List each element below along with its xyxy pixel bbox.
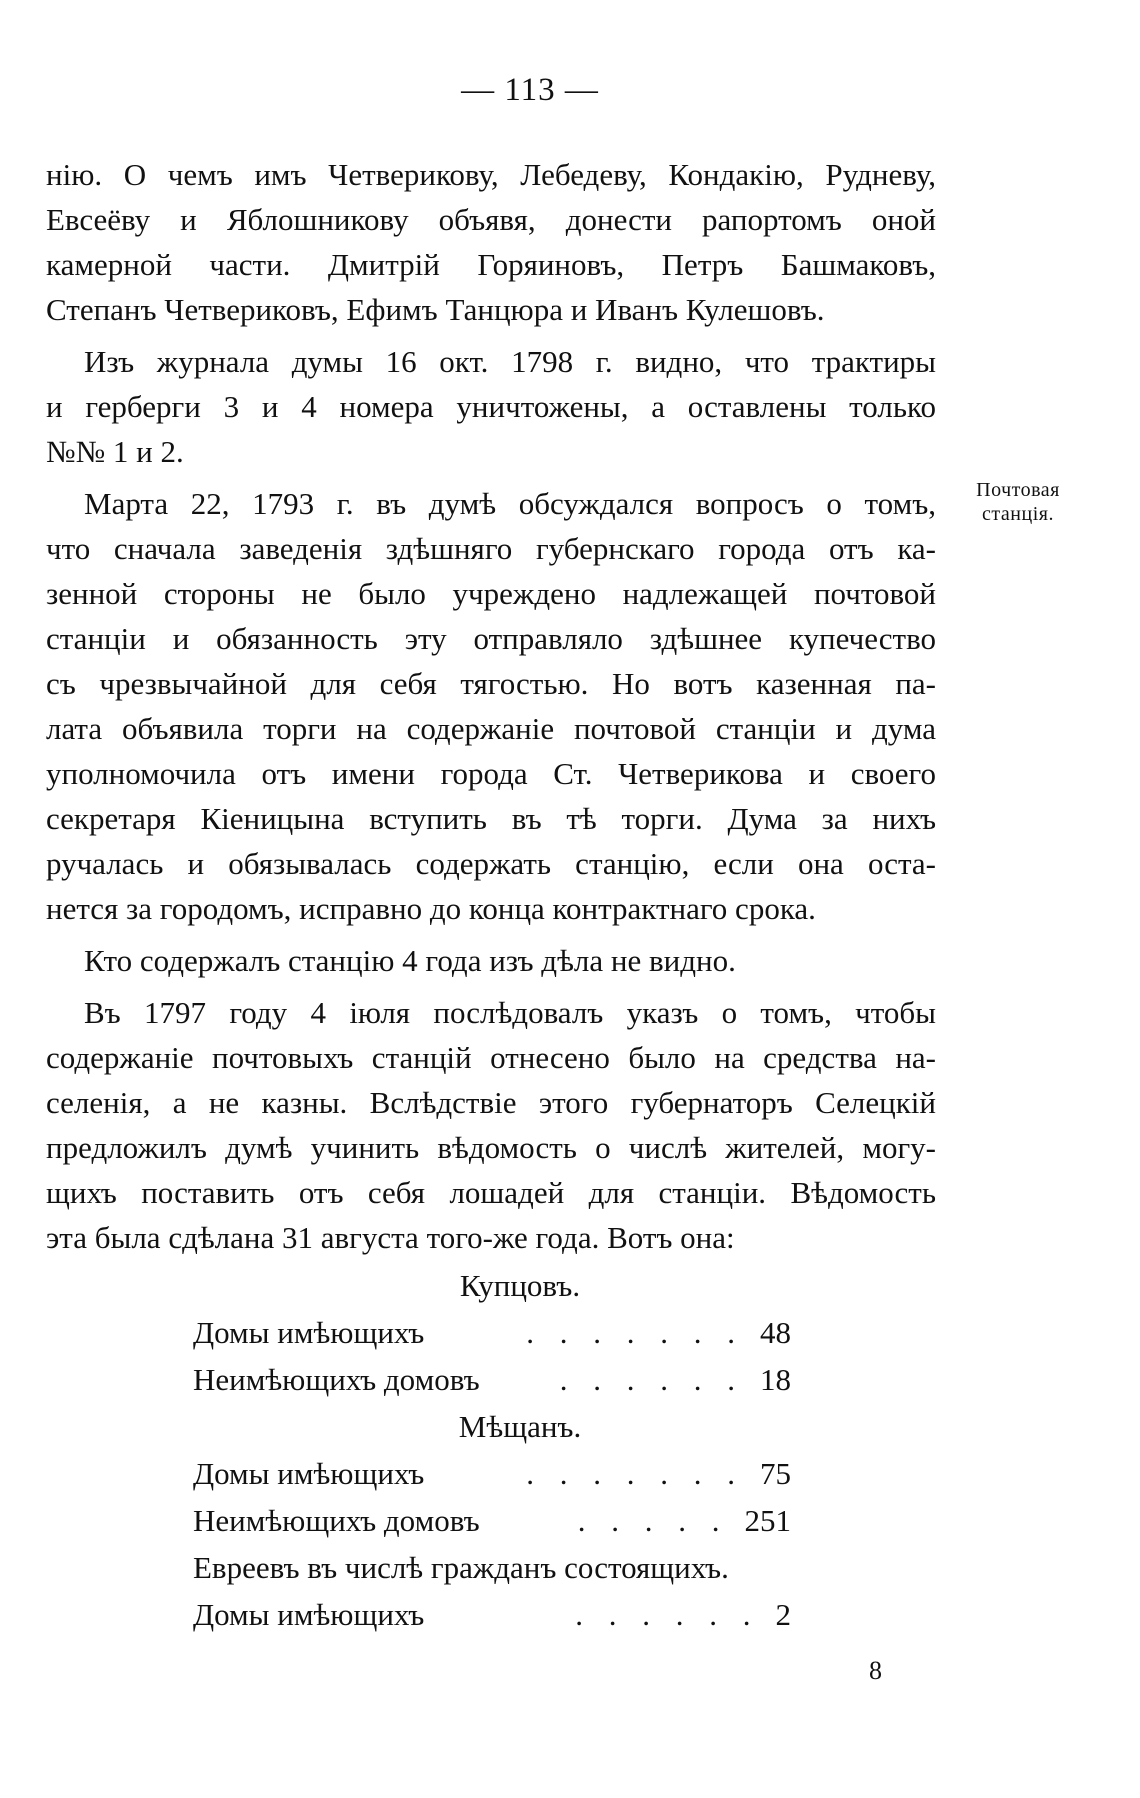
text-line: селенія, а не казны. Вслѣдствіе этого губернаторъ Селецкій [46, 1085, 936, 1120]
statement-list [0, 1262, 1140, 1638]
text-line: уполномочила отъ имени города Ст. Четверикова и своего [46, 756, 936, 791]
dot-leader: . . . . . . . [526, 1456, 744, 1491]
row-value: 251 [744, 1503, 791, 1538]
text-line: станціи и обязанность эту отправляло здѣшнее купечество [46, 621, 936, 656]
text-line: эта была сдѣлана 31 августа того-же года. Вотъ она: [46, 1220, 735, 1255]
text-line: секретаря Кіеницына вступить въ тѣ торги. Дума за нихъ [46, 801, 936, 836]
row-value: 75 [760, 1456, 791, 1491]
page-number: — 113 — [461, 72, 599, 108]
text-line: лата объявила торги на содержаніе почтовой станціи и дума [46, 711, 936, 746]
text-line: Марта 22, 1793 г. въ думѣ обсуждался вопросъ о томъ, [84, 486, 936, 521]
text-line: съ чрезвычайной для себя тягостью. Но вотъ казенная па- [46, 666, 936, 701]
paragraph-taverns [46, 339, 936, 474]
text-line: и герберги 3 и 4 номера уничтожены, а оставлены только [46, 389, 936, 424]
text-line: ручалась и обязывалась содержать станцію, если она оста- [46, 846, 936, 881]
text-line: Степанъ Четвериковъ, Ефимъ Танцюра и Иванъ Кулешовъ. [46, 292, 825, 327]
dot-leader: . . . . . . [575, 1597, 760, 1632]
list-heading-merchants: Купцовъ. [459, 1268, 581, 1303]
paragraph-post-station [46, 481, 936, 931]
margin-note [958, 478, 1078, 526]
row-label: Домы имѣющихъ [193, 1315, 425, 1350]
text-line: предложилъ думѣ учинить вѣдомость о числѣ жителей, могу- [46, 1130, 936, 1165]
text-line: Кто содержалъ станцію 4 года изъ дѣла не видно. [84, 943, 736, 978]
list-row [193, 1591, 791, 1638]
body-text [46, 152, 936, 1260]
text-line: камерной части. Дмитрій Горяиновъ, Петръ Башмаковъ, [46, 247, 936, 282]
dot-leader: . . . . . . [559, 1362, 744, 1397]
text-line: что сначала заведенія здѣшняго губернскаго города отъ ка- [46, 531, 936, 566]
row-label: Домы имѣющихъ [193, 1456, 425, 1491]
text-line: нію. О чемъ имъ Четверикову, Лебедеву, Кондакію, Рудневу, [46, 157, 936, 192]
text-line: Евсеёву и Яблошникову объявя, донести рапортомъ оной [46, 202, 936, 237]
list-note-jews: Евреевъ въ числѣ гражданъ состоящихъ. [193, 1550, 729, 1585]
text-line: нется за городомъ, исправно до конца контрактнаго срока. [46, 891, 816, 926]
row-label: Домы имѣющихъ [193, 1597, 425, 1632]
row-label: Неимѣющихъ домовъ [193, 1362, 480, 1397]
list-row [193, 1450, 791, 1497]
row-value: 48 [760, 1315, 791, 1350]
row-value: 18 [760, 1362, 791, 1397]
text-line: щихъ поставить отъ себя лошадей для станціи. Вѣдомость [46, 1175, 936, 1210]
dot-leader: . . . . . [577, 1503, 729, 1538]
margin-note-line: станція. [982, 503, 1054, 525]
margin-note-line: Почтовая [976, 479, 1060, 501]
paragraph-decree [46, 990, 936, 1260]
text-line: содержаніе почтовыхъ станцій отнесено было на средства на- [46, 1040, 936, 1075]
text-line: зенной стороны не было учреждено надлежащей почтовой [46, 576, 936, 611]
paragraph-continuation [46, 152, 936, 332]
text-line: №№ 1 и 2. [46, 434, 184, 469]
list-row [193, 1356, 791, 1403]
row-value: 2 [775, 1597, 791, 1632]
text-line: Изъ журнала думы 16 окт. 1798 г. видно, что трактиры [84, 344, 936, 379]
list-heading-townsfolk: Мѣщанъ. [458, 1409, 582, 1444]
paragraph-unknown-keeper [46, 938, 936, 983]
signature-mark: 8 [869, 1656, 882, 1685]
row-label: Неимѣющихъ домовъ [193, 1503, 480, 1538]
text-line: Въ 1797 году 4 іюля послѣдовалъ указъ о томъ, чтобы [84, 995, 936, 1030]
list-row [193, 1309, 791, 1356]
dot-leader: . . . . . . . [526, 1315, 744, 1350]
list-row [193, 1497, 791, 1544]
